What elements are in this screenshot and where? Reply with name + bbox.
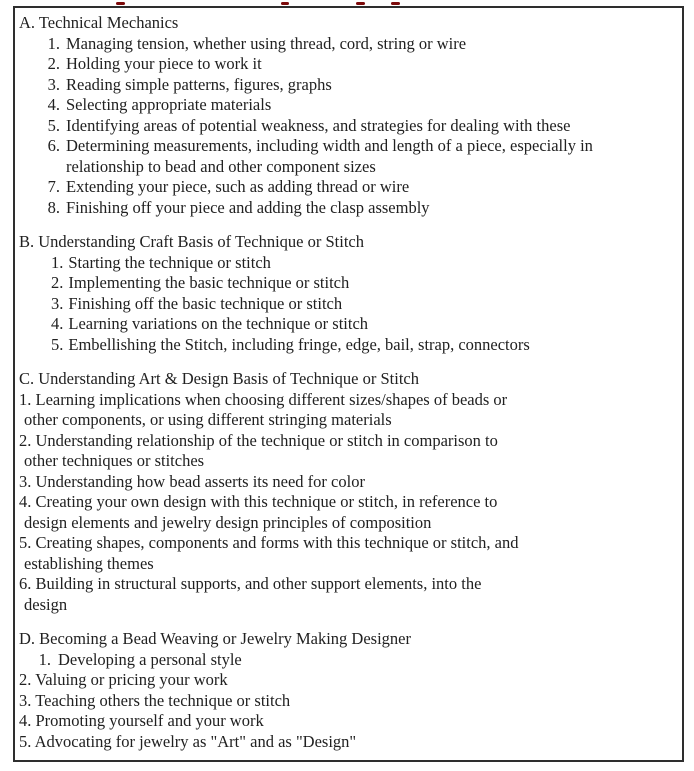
outline-item — [19, 650, 678, 671]
outline-item — [19, 273, 678, 294]
item-text — [68, 273, 349, 294]
outline-item — [19, 533, 678, 554]
outline-item — [19, 431, 678, 452]
item-line: Identifying areas of potential weakness, and strategies for dealing with these — [66, 115, 571, 135]
item-line: Embellishing the Stitch, including fringe, edge, bail, strap, connectors — [68, 334, 530, 354]
red-artifact-mark — [116, 2, 125, 5]
item-number: 5. — [19, 731, 32, 751]
item-number: 3. — [19, 690, 32, 710]
item-line: Finishing off your piece and adding the clasp assembly — [66, 197, 430, 217]
item-line: Reading simple patterns, figures, graphs — [66, 74, 332, 94]
item-number: 7. — [47, 177, 60, 196]
outline-item — [19, 670, 678, 691]
item-line: Extending your piece, such as adding thread or wire — [66, 177, 410, 196]
outline-item — [19, 335, 678, 356]
document-page — [13, 6, 684, 762]
item-text — [66, 177, 409, 198]
outline-item — [19, 294, 678, 315]
outline-item — [19, 691, 678, 712]
item-line: Implementing the basic technique or stitch — [68, 273, 350, 292]
item-number: 1. — [47, 33, 60, 53]
item-number: 2. — [47, 54, 60, 73]
item-number: 4. — [47, 95, 60, 114]
item-number: 2. — [19, 430, 32, 450]
item-text: Understanding relationship of the technique or stitch in comparison to — [35, 430, 498, 450]
item-text: Promoting yourself and your work — [35, 711, 264, 730]
item-text: Valuing or pricing your work — [35, 670, 228, 689]
red-artifact-mark — [356, 2, 365, 5]
outline-item — [19, 136, 678, 177]
item-line: Determining measurements, including width and length of a piece, especially in — [66, 136, 593, 155]
item-text — [66, 95, 271, 116]
outline-item — [19, 390, 678, 411]
item-text — [68, 294, 342, 315]
outline-item-continuation: other techniques or stitches — [24, 451, 205, 470]
item-number: 3. — [47, 74, 60, 94]
item-line: Selecting appropriate materials — [66, 95, 272, 114]
item-number: 1. — [51, 252, 64, 272]
outline-item — [19, 472, 678, 493]
outline-item — [19, 253, 678, 274]
outline-item — [19, 711, 678, 732]
section-heading: C. Understanding Art & Design Basis of Technique or Stitch — [19, 369, 419, 388]
section-heading: A. Technical Mechanics — [19, 13, 179, 32]
item-text — [66, 116, 570, 137]
item-text: Creating shapes, components and forms with this technique or stitch, and — [35, 533, 519, 552]
item-text — [66, 34, 466, 55]
item-number: 3. — [51, 293, 64, 313]
outline-item — [19, 177, 678, 198]
item-number: 4. — [19, 492, 32, 511]
item-text — [66, 136, 593, 177]
red-artifact-mark — [391, 2, 400, 5]
outline-item — [19, 95, 678, 116]
section-heading: B. Understanding Craft Basis of Technique or Stitch — [19, 232, 364, 251]
item-text — [68, 335, 529, 356]
item-text: Advocating for jewelry as "Art" and as "Design" — [34, 731, 357, 751]
item-text: Teaching others the technique or stitch — [35, 690, 291, 710]
item-text: Building in structural supports, and other support elements, into the — [35, 574, 482, 593]
item-text: Understanding how bead asserts its need for color — [35, 471, 365, 491]
item-line: Finishing off the basic technique or stitch — [68, 293, 343, 313]
outline-item — [19, 314, 678, 335]
item-number: 6. — [47, 136, 60, 155]
item-line: Starting the technique or stitch — [68, 252, 271, 272]
outline-item-continuation: establishing themes — [24, 553, 154, 573]
item-text — [68, 314, 368, 335]
outline-item-continuation: design — [24, 594, 68, 614]
section-b — [19, 232, 678, 355]
item-number: 8. — [47, 197, 60, 217]
item-text — [66, 75, 332, 96]
outline-item — [19, 75, 678, 96]
item-text: Learning implications when choosing different sizes/shapes of beads or — [35, 389, 508, 409]
item-line: Holding your piece to work it — [66, 54, 262, 73]
outline-item — [19, 34, 678, 55]
item-line: Learning variations on the technique or stitch — [68, 314, 369, 333]
item-line-continuation: relationship to bead and other component sizes — [66, 156, 376, 176]
item-number: 1. — [19, 389, 32, 409]
outline-item — [19, 574, 678, 595]
item-number: 2. — [19, 670, 32, 689]
item-text: Creating your own design with this technique or stitch, in reference to — [35, 492, 498, 511]
item-number: 5. — [47, 115, 60, 135]
outline-item — [19, 116, 678, 137]
item-number: 2. — [51, 273, 64, 292]
outline-item — [19, 54, 678, 75]
item-number: 4. — [19, 711, 32, 730]
section-heading: D. Becoming a Bead Weaving or Jewelry Making Designer — [19, 629, 411, 648]
item-number: 5. — [19, 533, 32, 552]
item-text — [66, 54, 262, 75]
item-number: 4. — [51, 314, 64, 333]
item-line: Developing a personal style — [58, 649, 242, 669]
item-number: 3. — [19, 471, 32, 491]
red-artifact-mark — [281, 2, 289, 5]
outline-item-continuation: other components, or using different stringing materials — [24, 410, 392, 429]
section-d — [19, 629, 678, 752]
item-number: 1. — [38, 649, 51, 669]
outline-item — [19, 732, 678, 753]
outline-item — [19, 198, 678, 219]
item-text — [66, 198, 430, 219]
item-number: 5. — [51, 334, 64, 354]
item-number: 6. — [19, 574, 32, 593]
item-text — [58, 650, 242, 671]
section-a — [19, 13, 678, 218]
section-c — [19, 369, 678, 615]
outline-item — [19, 492, 678, 513]
outline-item-continuation: design elements and jewelry design principles of composition — [24, 512, 432, 532]
item-text — [68, 253, 271, 274]
item-line: Managing tension, whether using thread, cord, string or wire — [66, 33, 467, 53]
